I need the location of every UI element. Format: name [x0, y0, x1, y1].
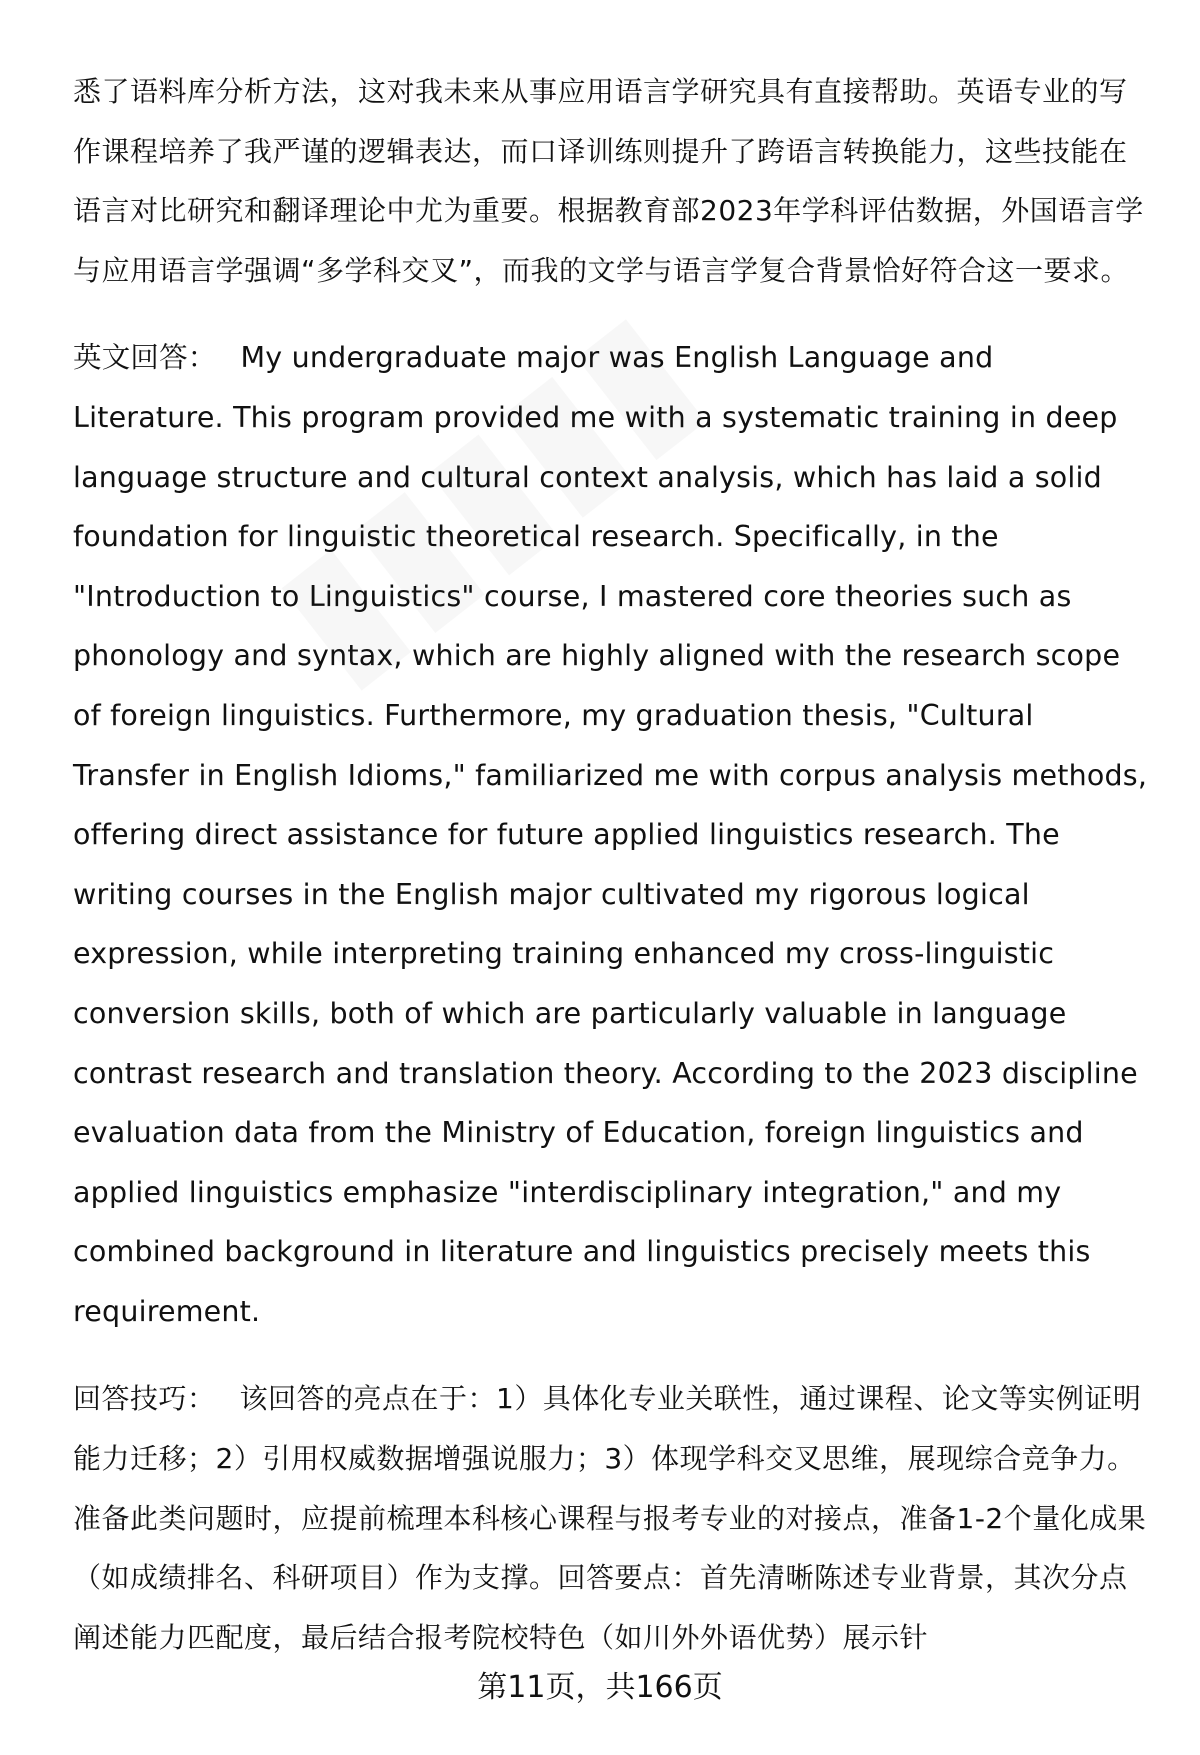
paragraph-english-answer [73, 328, 1153, 1341]
english-answer-label: 英文回答： [73, 341, 217, 375]
english-answer-text: My undergraduate major was English Language and Literature. This program provided me with a systematic training in deep language structure and cultural context analysis, which has laid a solid foundation for linguistic theoretical research. Specifically, in the "Introduction to Linguistics" course, I mastered core theories such as phonology and syntax, which are highly aligned with the research scope of foreign linguistics. Furthermore, my graduation thesis, "Cultural Transfer in English Idioms," familiarized me with corpus analysis methods, offering direct assistance for future applied linguistics research. The writing courses in the English major cultivated my rigorous logical expression, while interpreting training enhanced my cross-linguistic conversion skills, both of which are particularly valuable in language contrast research and translation theory. According to the 2023 discipline evaluation data from the Ministry of Education, foreign linguistics and applied linguistics emphasize "interdisciplinary integration," and my combined background in literature and linguistics precisely meets this requirement. [73, 341, 1148, 1328]
paragraph-chinese-continuation: 悉了语料库分析方法，这对我未来从事应用语言学研究具有直接帮助。英语专业的写作课程培养了我严谨的逻辑表达，而口译训练则提升了跨语言转换能力，这些技能在语言对比研究和翻译理论中尤为重要。根据教育部2023年学科评估数据，外国语言学与应用语言学强调“多学科交叉”，而我的文学与语言学复合背景恰好符合这一要求。 [73, 75, 1144, 287]
document-body [73, 62, 1153, 1695]
answer-tips-text: 该回答的亮点在于：1）具体化专业关联性，通过课程、论文等实例证明能力迁移；2）引用权威数据增强说服力；3）体现学科交叉思维，展现综合竞争力。准备此类问题时，应提前梳理本科核心课程与报考专业的对接点，准备1-2个量化成果（如成绩排名、科研项目）作为支撑。回答要点：首先清晰陈述专业背景，其次分点阐述能力匹配度，最后结合报考院校特色（如川外外语优势）展示针 [73, 1382, 1147, 1654]
answer-tips-label: 回答技巧： [73, 1382, 216, 1416]
paragraph-answer-tips [73, 1369, 1153, 1667]
page-number-footer: 第11页，共166页 [477, 1670, 723, 1705]
